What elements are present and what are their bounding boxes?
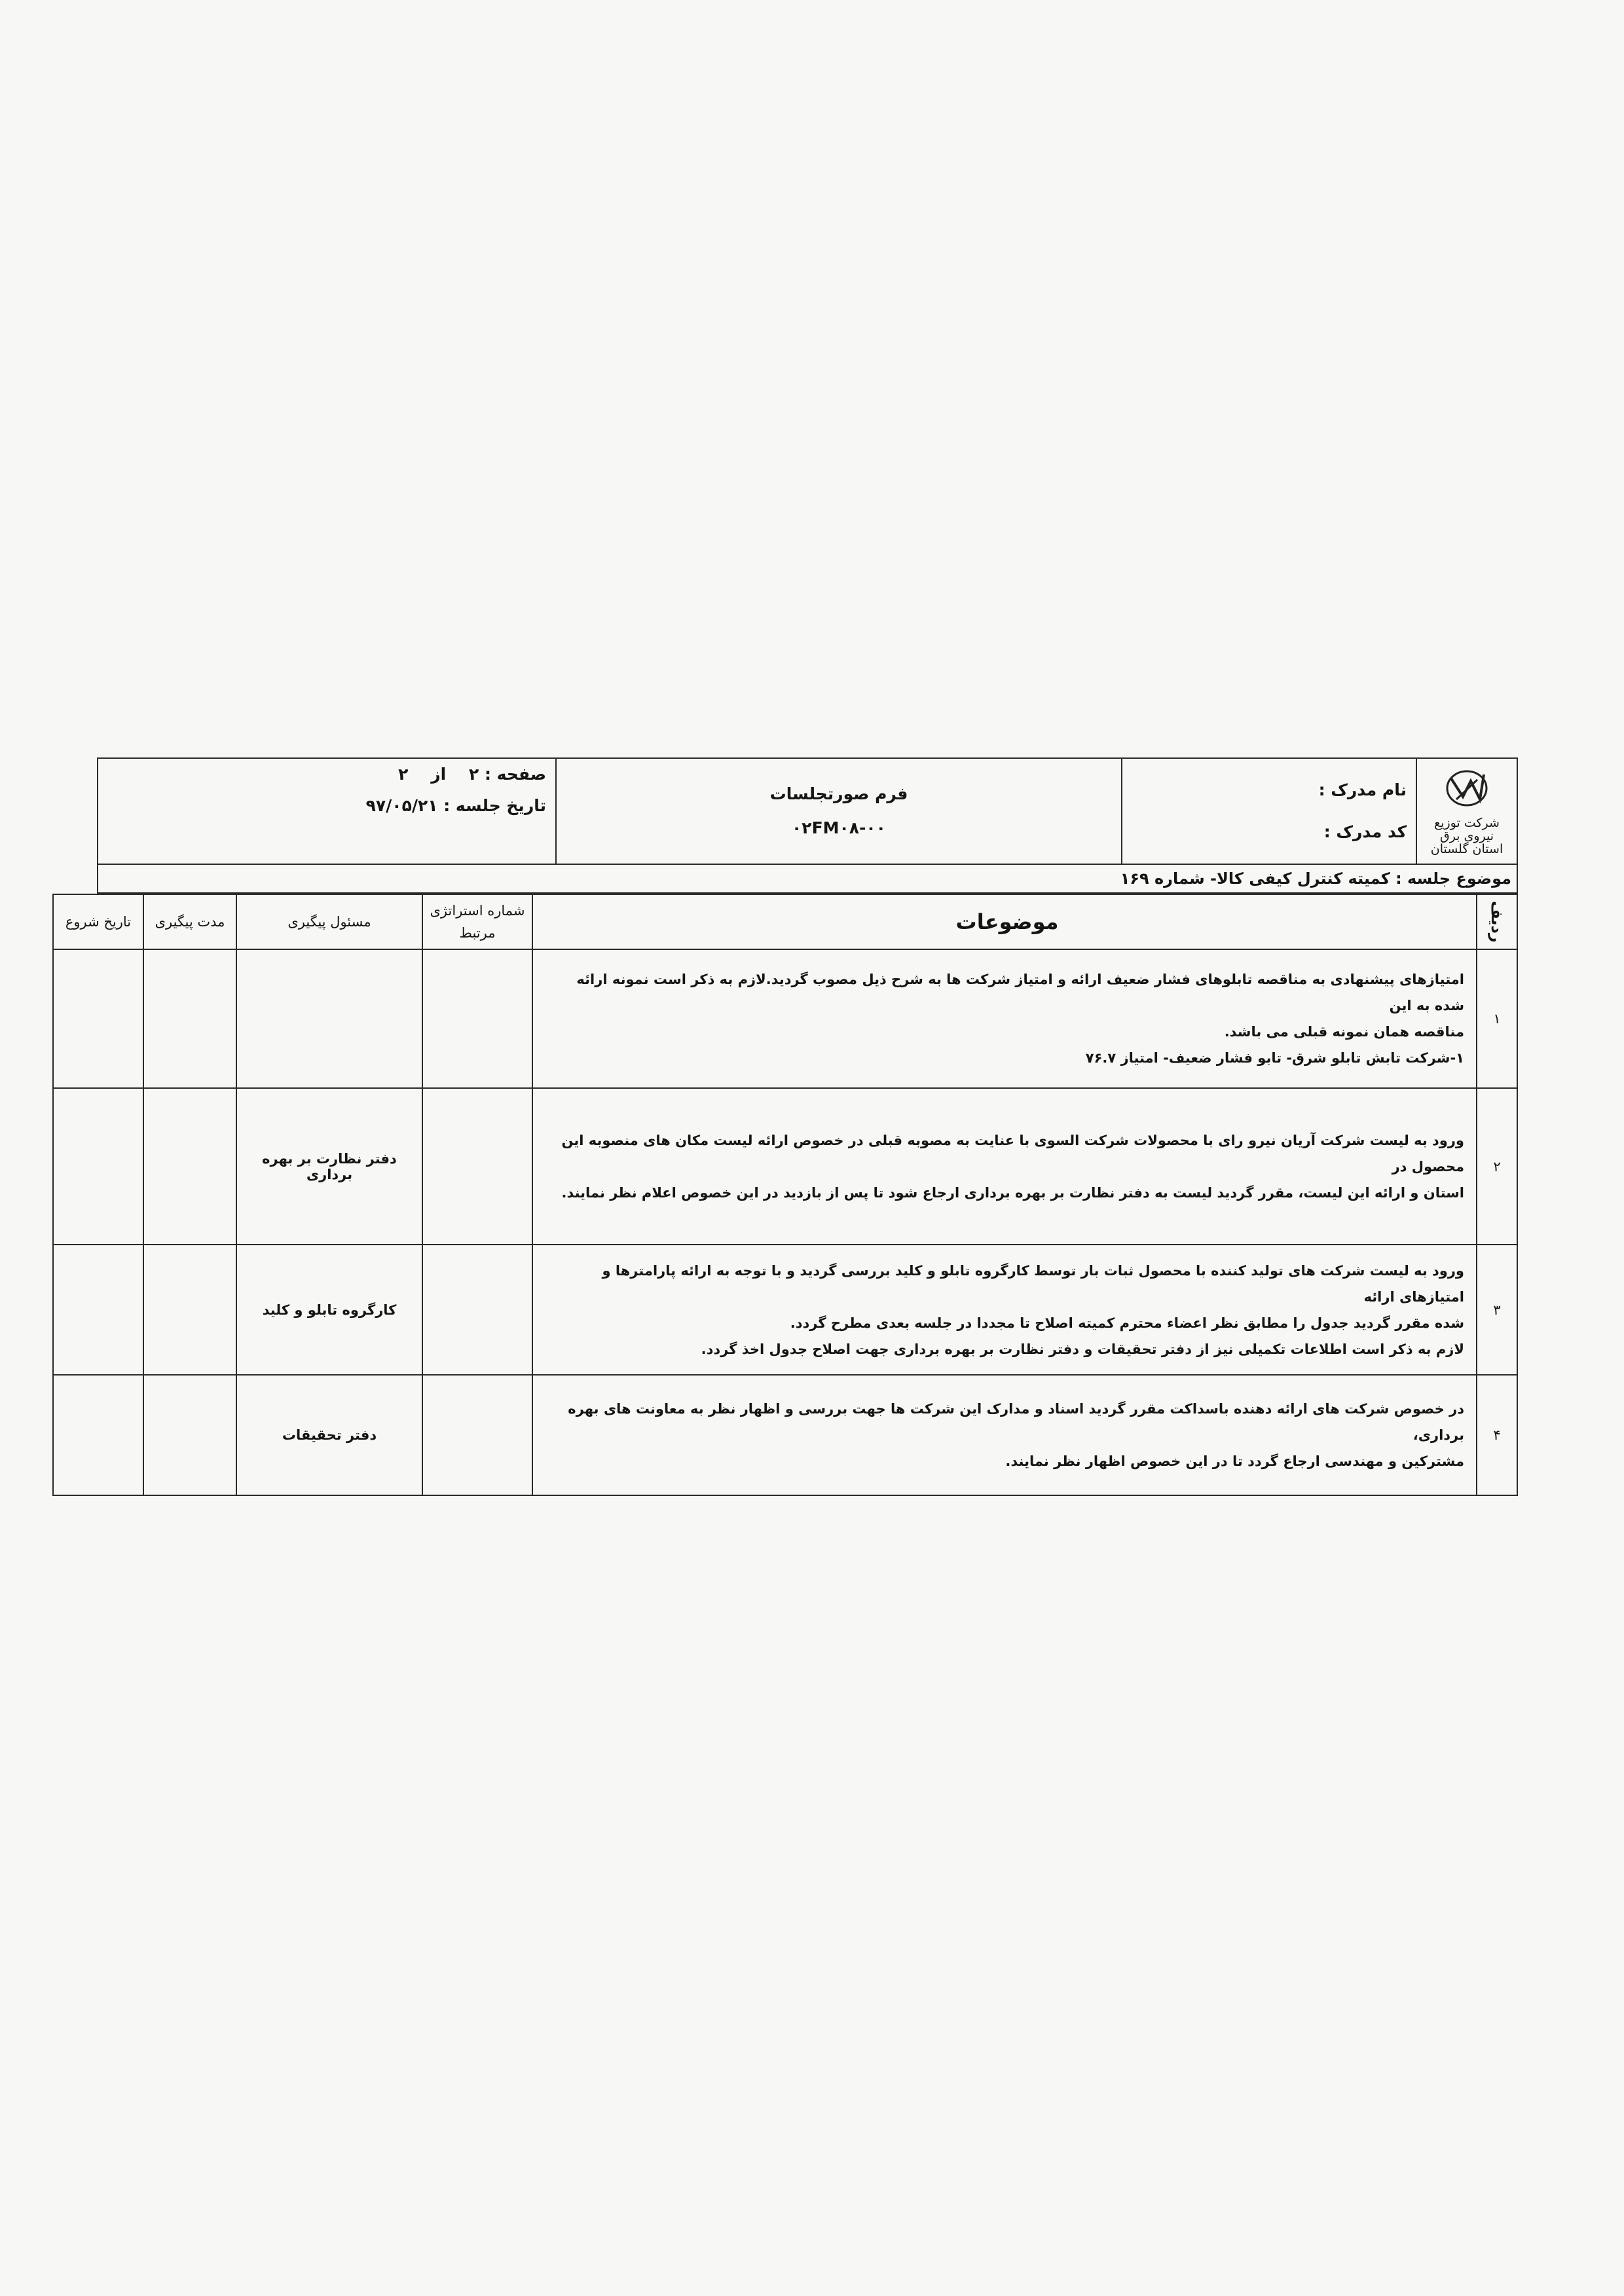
- document-code-label: کد مدرک :: [1323, 822, 1407, 841]
- row-responsible: دفتر نظارت بر بهره برداری: [236, 1088, 422, 1245]
- col-topics: موضوعات: [532, 894, 1477, 949]
- session-date: تاریخ جلسه : ۹۷/۰۵/۲۱: [365, 796, 546, 815]
- row-duration: [143, 1088, 236, 1245]
- topic-line: ۱-شرکت تابش تابلو شرق- تابو فشار ضعیف- امتیاز ۷۶.۷: [1085, 1050, 1464, 1066]
- row-responsible: [236, 949, 422, 1088]
- row-duration: [143, 1245, 236, 1375]
- row-start-date: [53, 1088, 143, 1245]
- row-start-date: [53, 1375, 143, 1495]
- topic-line: در خصوص شرکت های ارائه دهنده باسداکت مقرر گردید اسناد و مدارک این شرکت ها جهت بررسی و اظهار نظر به معاونت های بهره برداری،: [568, 1401, 1464, 1443]
- col-radif: ردیف: [1477, 894, 1517, 949]
- row-topic: [532, 1375, 1477, 1495]
- document-name-label: نام مدرک :: [1318, 780, 1407, 799]
- form-title-cell: [556, 758, 1122, 864]
- company-logo-icon: [1437, 767, 1497, 812]
- topic-line: مشترکین و مهندسی ارجاع گردد تا در این خصوص اظهار نظر نمایند.: [1005, 1453, 1464, 1469]
- row-topic: [532, 1245, 1477, 1375]
- topics-table: [52, 894, 1518, 1496]
- row-strategy: [422, 949, 532, 1088]
- row-number: ۳: [1477, 1245, 1517, 1375]
- form-header: [97, 757, 1518, 894]
- meeting-minutes-form: [65, 757, 1518, 1496]
- col-responsible: مسئول پیگیری: [236, 894, 422, 949]
- document-info-cell: [1122, 758, 1416, 864]
- row-start-date: [53, 1245, 143, 1375]
- form-title: فرم صورتجلسات: [769, 784, 908, 803]
- row-strategy: [422, 1088, 532, 1245]
- table-row: [53, 1375, 1517, 1495]
- meeting-subject: موضوع جلسه : کمیته کنترل کیفی کالا- شماره ۱۶۹: [98, 864, 1517, 893]
- page-number: صفحه : ۲ از ۲: [398, 765, 546, 784]
- col-strategy: شماره استراتژی مرتبط: [422, 894, 532, 949]
- company-logo-cell: [1416, 758, 1517, 864]
- table-header-row: [53, 894, 1517, 949]
- row-duration: [143, 949, 236, 1088]
- topic-line: ورود به لیست شرکت آریان نیرو رای با محصولات شرکت السوی با عنایت به مصوبه قبلی در خصوص ارائه لیست مکان های منصوبه این محصول در: [561, 1132, 1464, 1175]
- topic-line: استان و ارائه این لیست، مقرر گردید لیست به دفتر نظارت بر بهره برداری ارجاع شود تا پس از بازدید در این خصوص اعلام نظر نمایند.: [561, 1184, 1464, 1201]
- company-name: شرکت توزیع نیروی برق استان گلستان: [1430, 816, 1504, 856]
- col-duration: مدت پیگیری: [143, 894, 236, 949]
- page-info-cell: [98, 758, 556, 864]
- row-strategy: [422, 1245, 532, 1375]
- topic-line: لازم به ذکر است اطلاعات تکمیلی نیز از دفتر تحقیقات و دفتر نظارت بر بهره برداری جهت اصلاح جدول اخذ گردد.: [701, 1341, 1464, 1357]
- row-responsible: کارگروه تابلو و کلید: [236, 1245, 422, 1375]
- topic-line: امتیازهای پیشنهادی به مناقصه تابلوهای فشار ضعیف ارائه و امتیاز شرکت ها به شرح ذیل مصوب گردید.لازم به ذکر است نمونه ارائه شده به این: [576, 972, 1464, 1013]
- row-responsible: دفتر تحقیقات: [236, 1375, 422, 1495]
- row-strategy: [422, 1375, 532, 1495]
- topic-line: مناقصه همان نمونه قبلی می باشد.: [1224, 1024, 1464, 1040]
- col-start-date: تاریخ شروع: [53, 894, 143, 949]
- row-number: ۱: [1477, 949, 1517, 1088]
- form-code: ۰۲FM۰۸-۰۰: [792, 818, 886, 837]
- table-row: [53, 1245, 1517, 1375]
- row-topic: [532, 1088, 1477, 1245]
- table-row: [53, 949, 1517, 1088]
- topic-line: شده مقرر گردید جدول را مطابق نظر اعضاء محترم کمیته اصلاح تا مجددا در جلسه بعدی مطرح گردد.: [790, 1315, 1464, 1331]
- topic-line: ورود به لیست شرکت های تولید کننده با محصول ثبات بار توسط کارگروه تابلو و کلید بررسی گردید و با توجه به ارائه پارامترها و امتیازهای ارائه: [602, 1262, 1464, 1305]
- row-topic: [532, 949, 1477, 1088]
- table-row: [53, 1088, 1517, 1245]
- row-number: ۴: [1477, 1375, 1517, 1495]
- row-duration: [143, 1375, 236, 1495]
- row-number: ۲: [1477, 1088, 1517, 1245]
- row-start-date: [53, 949, 143, 1088]
